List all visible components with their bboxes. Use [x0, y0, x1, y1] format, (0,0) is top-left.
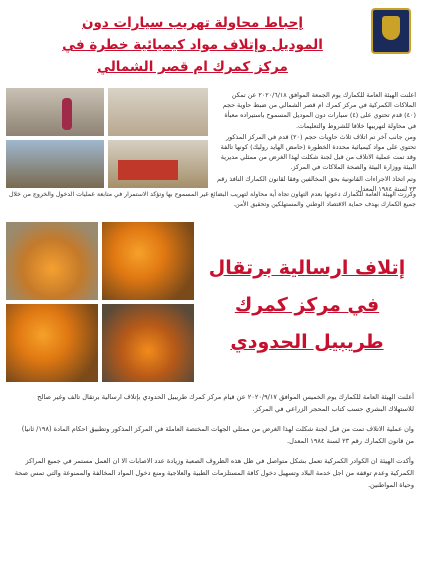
photo-warehouse	[108, 88, 208, 136]
second-headline	[198, 250, 416, 365]
headline-line-1: إحباط محاولة تهريب سيارات دون	[82, 15, 303, 31]
headline2-line-2: في مركز كمرك	[234, 294, 380, 316]
mid-note	[6, 190, 416, 218]
oranges-photo-grid	[6, 222, 194, 382]
bottom-article	[12, 392, 414, 552]
photo-oranges-boxes	[6, 304, 98, 382]
bottom-article-paragraph-1: أعلنت الهيئة العامة للكمارك يوم الخميس الموافق ٢٠٢٠/٩/١٧ عن قيام مركز كمرك طريبيل الحدودي بإتلاف ارسالية برتقال تالف وغير صالح للاستهلاك البشري حسب كتاب المحجر الزراعي في المركز.	[37, 393, 414, 413]
headline2-line-3: طريبيل الحدودي	[230, 331, 384, 353]
top-photo-collage	[6, 88, 208, 188]
mid-note-text: وكررت الهيئة العامة للكمارك دعوتها بعدم التهاون تجاه أية محاولة لتهريب البضائع غير المسموح بها وتؤكد الاستمرار في متابعة عمليات الدخول والخروج من خلال جميع الكمارك بهدف حماية الاقتصاد الوطني والمستهلكين وتحقيق الأمن.	[8, 191, 416, 208]
photo-truck	[108, 140, 208, 188]
headline-line-3: مركز كمرك ام قصر الشمالي	[97, 59, 288, 75]
photo-container-inspection	[6, 88, 104, 136]
photo-disposal-site	[6, 140, 104, 188]
customs-logo	[371, 8, 411, 54]
photo-oranges-crates	[102, 222, 194, 300]
headline2-line-1: إتلاف ارسالية برتقال	[208, 257, 406, 279]
main-headline	[20, 12, 365, 82]
top-article-paragraph-1: اعلنت الهيئة العامة للكمارك يوم الجمعة الموافق ٢٠٢٠/٦/١٨ عن تمكن الملاكات الكمركية في مركز كمرك ام قصر الشمالي من ضبط حاوية حجم (٤٠) قدم تحتوي على (٤) سيارات دون الموديل المسموح باستيراده معبأة في محاولة لتهريبها خلافا للشروط والتعليمات.	[222, 91, 416, 130]
top-article-paragraph-3: وتم اتخاذ الاجراءات القانونية بحق المخالفين وفقا لقانون الكمارك النافذ رقم ٢٣ لسنة ١٩٨٤ المعدل.	[216, 174, 416, 193]
bottom-article-paragraph-2: وان عملية الاتلاف تمت من قبل لجنة شكلت لهذا الغرض من ممثلي الجهات المختصة العاملة في المركز المذكور وتطبيق احكام المادة (١٩٨/ ثانيا) من قانون الكمارك رقم ٢٣ لسنة ١٩٨٤ المعدل.	[21, 425, 414, 445]
headline-line-2: الموديل وإتلاف مواد كيميائية خطرة في	[62, 37, 323, 53]
top-article-paragraph-2: ومن جانب آخر تم اتلاف ثلاث حاويات حجم (٢٠) قدم في المركز المذكور تحتوي على مواد كيميائية محددة الخطورة (حامض الهايد روليك) كونها تالفة وقد تمت عملية الاتلاف من قبل لجنة شكلت لهذا الغرض من ممثلي مديرية البيئة ووزارة البيئة والصحة الملاكات في المركز.	[220, 132, 416, 172]
bottom-article-paragraph-3: وأكدت الهيئة ان الكوادر الكمركية تعمل بشكل متواصل في ظل هذه الظروف الصعبة وزيادة عدد الاصابات الا ان العمل مستمر في جميع المراكز الكمركية وعدم توقفه من اجل خدمة البلاد وتسهيل دخول كافة المستلزمات الطبية والعلاجية ومنع دخول المواد المخالفة والممنوعة والتي تمس صحة وحياة المواطنين.	[14, 457, 414, 489]
photo-oranges-inspection	[102, 304, 194, 382]
shield-icon	[382, 16, 400, 40]
photo-oranges-pile	[6, 222, 98, 300]
